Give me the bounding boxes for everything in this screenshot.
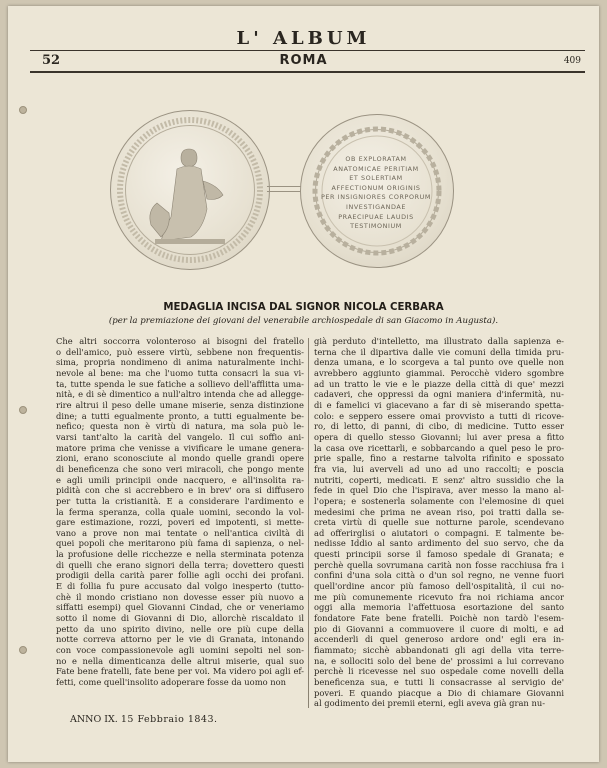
issue-date: 15 Febbraio 1843. (120, 714, 218, 725)
text-line: la ferma speranza, colla quale uomini, secondo la vol- (56, 506, 304, 517)
text-line: perchè li ricevesse nel suo ospedale come novelli della (314, 666, 564, 677)
text-line: nutriti, coperti, medicati. E senz' altro sussidio che la (314, 474, 564, 485)
text-line: ad un tratto le vie e le piazze della città di que' mezzi (314, 378, 564, 389)
medal-obverse-image (110, 110, 270, 270)
masthead-title: L' ALBUM (236, 28, 371, 49)
figure-caption-title: MEDAGLIA INCISA DAL SIGNOR NICOLA CERBARA (163, 302, 444, 313)
text-line: perchè quella sovrumana carità non fosse racchiusa fra i (314, 559, 564, 570)
issue-number: ANNO IX. (70, 714, 118, 725)
text-line: siffatti esempi) quel Giovanni Cindad, che or veneriamo (56, 602, 304, 613)
text-line: accenderli di quel generoso ardore ond' egli era in- (314, 634, 564, 645)
text-line: la profusione delle ricchezze e nella sterminata potenza (56, 549, 304, 560)
text-line: terna che il dipartiva dalle vie comuni della timida pru- (314, 346, 564, 357)
text-line: notte correva attorno per le vie di Granata, intonando (56, 634, 304, 645)
text-line: sima, propria nondimeno di anima naturalmente inchi- (56, 357, 304, 368)
text-line: oggi alla memoria l'affettuosa esortazione del santo (314, 602, 564, 613)
text-line: matore prima che venisse a vivificare le umane genera- (56, 442, 304, 453)
text-line: zioni, erano sconosciute al mondo quelle grandi opere (56, 453, 304, 464)
text-line: denza umana, e lo scorgeva a tal punto ove quelle non (314, 357, 564, 368)
text-line: sotto il nome di Giovanni di Dio, allorchè riscaldato il (56, 613, 304, 624)
text-line: nedisse Iddio al santo ardimento del suo servo, che da (314, 538, 564, 549)
text-line: e agli umili principii onde nacquero, e all'insolita ra- (56, 474, 304, 485)
text-line: o dell'amico, può essere virtù, sebbene non frequentis- (56, 346, 304, 357)
text-line: medesimi che prima ne avean riso, poi tratti dalla se- (314, 506, 564, 517)
page (8, 6, 599, 762)
text-line: na, e sollociti solo del bene de' prossimi a lui correvano (314, 655, 564, 666)
text-line: già perduto d'intelletto, ma illustrato dalla sapienza e- (314, 336, 564, 346)
text-line: fetti, come quell'insolito adoperare fosse da uomo non (56, 677, 287, 687)
text-line: ad offerirglisi o aiutatori o compagni. E talmente be- (314, 527, 564, 538)
seated-figure-engraving (111, 111, 269, 269)
text-line: con voce compassionevole agli uomini sepolti nel son- (56, 645, 304, 656)
text-line: la casa ove ricettarli, e sobbarcando a quel peso le pro- (314, 442, 564, 453)
text-line: rire altrui il peso delle umane miserie, senza distinzione (56, 399, 304, 410)
binding-hole (19, 646, 27, 654)
page-number-left: 52 (42, 53, 61, 68)
text-line: prie spalle, fino a restarne talvolta rifinito e spossato (314, 453, 564, 464)
text-line: Fate bene fratelli, fate bene per voi. Ma videro poi agli ef- (56, 666, 304, 677)
medal-connector (267, 186, 301, 192)
text-line: nefico; questa non è virtù di natura, ma sola può le- (56, 421, 304, 432)
binding-hole (19, 406, 27, 414)
text-line: prodigii della carità parer follie agli occhi dei profani. (56, 570, 304, 581)
text-line: beneficenza sua, e tutti li consacrasse al servigio de' (314, 677, 564, 687)
text-line: cadaveri, che oppressi da ogni maniera d'infermità, nu- (314, 389, 564, 400)
text-line: vano a prove non mai tentate o nell'antica civiltà di (56, 527, 304, 538)
text-line: no e nella dimenticanza delle altrui miserie, qual suo (56, 655, 304, 666)
text-line: me più comunemente ricevuto fra noi richiama ancor (314, 591, 564, 602)
figure-caption-subtitle: (per la premiazione dei giovani del venerabile archiospedale di san Giacomo in Augusta). (108, 316, 499, 326)
text-line: fede in quel Dio che l'ispirava, aver messo la mano al- (314, 485, 564, 496)
text-line: l'opera; e sostenerla solamente con l'elemosine di quei (314, 495, 564, 506)
text-line: questi principii sorse il famoso spedale di Granata; e (314, 549, 564, 560)
column-divider (308, 338, 309, 708)
medal-inscription: OB EXPLORATAM ANATOMICAE PERITIAM ET SOLERTIAM AFFECTIONUM ORIGINIS PER INSIGNIORES CORPORUM INVESTIGANDAE PRAECIPUAE LAUDIS TESTIMONIUM (320, 155, 432, 231)
text-line: petto da uno spirito divino, nelle ore più cupe della (56, 623, 304, 634)
text-line: fiammato; sicchè abbandonati gli agi della vita terre- (314, 645, 564, 656)
text-line: pio di Giovanni a commuovere il cuore di molti, e ad (314, 623, 564, 634)
text-line: varsi tant'alto la carità del vangelo. Il cui soffio ani- (56, 431, 304, 442)
text-line: quei popoli che meritarono più fama di sapienza, o nel- (56, 538, 304, 549)
text-line: quell'ordine ancor più famoso dell'ospitalità, il cui no- (314, 581, 564, 592)
text-line: ta, tutte spenda le sue fatiche a sollievo dell'afflitta uma- (56, 378, 304, 389)
article-column-left (56, 336, 304, 688)
header-rule-top (30, 50, 585, 51)
text-line: fra via, lui averveli ad uno ad uno raccolti; e poscia (314, 463, 564, 474)
text-line: E di follia fu pure accusato dal volgo inesperto (tutto- (56, 581, 304, 592)
page-footer (70, 714, 218, 725)
text-line: fondatore Fate bene fratelli. Poichè non tardò l'esem- (314, 613, 564, 624)
text-line: di e famelici vi giacevano a far di sè miserando spetta- (314, 399, 564, 410)
text-line: nità, e di sè dimentico a null'altro intenda che ad allegge- (56, 389, 304, 400)
text-line: avrebbero aggiunto giammai. Perocchè videro sgombre (314, 367, 564, 378)
text-line: poveri. E quando piacque a Dio di chiamare Giovanni (314, 687, 564, 698)
text-line: creta virtù di quelle sue notturne parole, scendevano (314, 517, 564, 528)
text-line: pidità con che si accrebbero e in brev' ora si diffusero (56, 485, 304, 496)
city-heading: ROMA (279, 53, 328, 68)
article-column-right (314, 336, 564, 709)
text-line: al godimento dei premii eterni, egli aveva già gran nu- (314, 698, 546, 709)
text-line: Che altri soccorra volonteroso ai bisogni del fratello (56, 336, 304, 346)
page-number-right: 409 (563, 56, 581, 66)
text-line: ro, di letto, di panni, di cibo, di medicine. Tutto esser (314, 421, 564, 432)
text-line: colo: e seppero essere omai provvisto a tutti di ricove- (314, 410, 564, 421)
text-line: chè il mondo cristiano non dovesse esser più nuovo a (56, 591, 304, 602)
text-line: di beneficenza che sono veri miracoli, che pongo mente (56, 463, 304, 474)
text-line: per tutta la cristianità. E a considerare l'ardimento e (56, 495, 304, 506)
text-line: gare estimazione, rozzi, poveri ed impotenti, si mette- (56, 517, 304, 528)
header-rule-bottom (30, 71, 585, 73)
text-line: opera di quello stesso Giovanni; lui aver presa a fitto (314, 431, 564, 442)
text-line: dine; a tutti egualmente pronto, a tutti egualmente be- (56, 410, 304, 421)
text-line: nevole al bene: ma che l'uomo tutta consacri la sua vi- (56, 367, 304, 378)
binding-hole (19, 106, 27, 114)
text-line: di quelli che erano signori della terra; dovettero questi (56, 559, 304, 570)
text-line: confini d'una sola città o d'un sol regno, ne venne fuori (314, 570, 564, 581)
